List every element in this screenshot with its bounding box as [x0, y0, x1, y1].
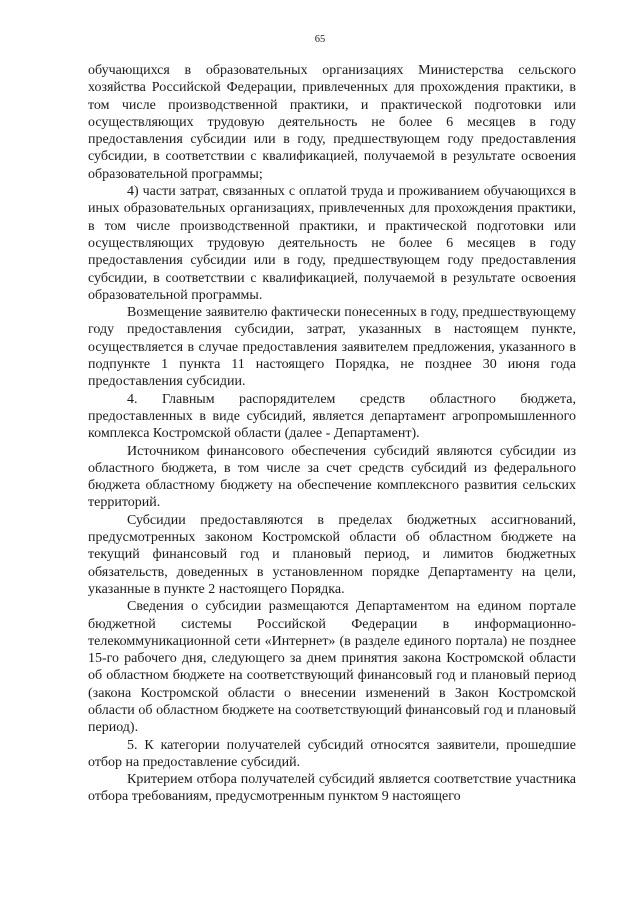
- paragraph-selection-criterion: Критерием отбора получателей субсидий является соответствие участника отбора требованиям, предусмотренным пунктом 9 настоящего: [88, 772, 576, 805]
- paragraph-budget-limits: Субсидии предоставляются в пределах бюджетных ассигнований, предусмотренных законом Костромской области об областном бюджете на текущий финансовый год и плановый период, и лимитов бюджетных обязательств, доведенных в установленном порядке Департаменту на цели, указанные в пункте 2 настоящего Порядка.: [88, 512, 576, 597]
- paragraph-funding-source: Источником финансового обеспечения субсидий являются субсидии из областного бюджета, в том числе за счет средств субсидий из федерального бюджета областному бюджету на обеспечение комплексного развития сельских территорий.: [88, 443, 576, 511]
- paragraph-section-4: 4. Главным распорядителем средств областного бюджета, предоставленных в виде субсидий, является департамент агропромышленного комплекса Костромской области (далее - Департамент).: [88, 391, 576, 442]
- paragraph-reimbursement: Возмещение заявителю фактически понесенных в году, предшествующему году предоставления субсидии, затрат, указанных в настоящем пункте, осуществляется в случае предоставления заявителем предложения, указанного в подпункте 1 пункта 11 настоящего Порядка, не позднее 30 июня года предоставления субсидии.: [88, 305, 576, 390]
- page-number: 65: [314, 34, 326, 45]
- paragraph-section-5: 5. К категории получателей субсидий относятся заявители, прошедшие отбор на предоставление субсидий.: [88, 737, 576, 770]
- paragraph-portal-info: Сведения о субсидии размещаются Департаментом на едином портале бюджетной системы Российской Федерации в информационно-телекоммуникационной сети «Интернет» (в разделе единого портала) не позднее 15-го рабочего дня, следующего за днем принятия закона Костромской области об областном бюджете на соответствующий финансовый год и плановый период (закона Костромской области о внесении изменений в Закон Костромской области об областном бюджете на соответствующий финансовый год и плановый период).: [88, 599, 576, 736]
- paragraph-item-4: 4) части затрат, связанных с оплатой труда и проживанием обучающихся в иных образовательных организациях, привлеченных для прохождения практики, в том числе производственной практики, и практической подготовки или осуществляющих трудовую деятельность не более 6 месяцев в году предоставления субсидии или в году, предшествующем году предоставления субсидии, в соответствии с квалификацией, получаемой в результате освоения образовательной программы.: [88, 184, 576, 303]
- document-body: [88, 62, 576, 806]
- paragraph-continuation: обучающихся в образовательных организациях Министерства сельского хозяйства Российской Федерации, привлеченных для прохождения практики, в том числе производственной практики, и практической подготовки или осуществляющих трудовую деятельность не более 6 месяцев в году предоставления субсидии или в году, предшествующем году предоставления субсидии, в соответствии с квалификацией, получаемой в результате освоения образовательной программы;: [88, 63, 576, 182]
